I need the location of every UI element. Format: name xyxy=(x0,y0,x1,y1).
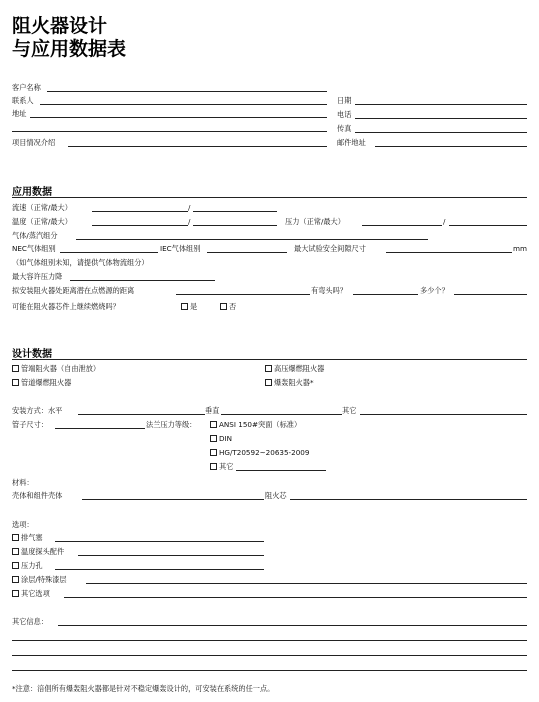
contact-field[interactable] xyxy=(40,104,327,105)
fax-field[interactable] xyxy=(355,132,527,133)
checkbox-icon[interactable] xyxy=(12,562,19,569)
other-info-field[interactable] xyxy=(12,655,527,656)
app-heading: 应用数据 xyxy=(12,187,52,198)
burn-no-label: 否 xyxy=(229,302,237,311)
date-label: 日期 xyxy=(337,96,352,105)
bends-field[interactable] xyxy=(353,294,418,295)
postcode-label: 邮件地址 xyxy=(337,138,366,147)
ansi-option[interactable] xyxy=(210,420,301,429)
nec-label: NEC气体组别 xyxy=(12,244,56,253)
drop-field[interactable] xyxy=(70,280,215,281)
flow-slash: / xyxy=(188,203,191,212)
address-label: 地址 xyxy=(12,109,27,118)
option-field[interactable] xyxy=(55,569,264,570)
vertical-field[interactable] xyxy=(221,414,342,415)
hp-option[interactable] xyxy=(265,364,324,373)
burn-yes-label: 是 xyxy=(190,302,198,311)
vertical-label: 垂直 xyxy=(205,406,220,415)
checkbox-icon[interactable] xyxy=(210,435,217,442)
other-info-field[interactable] xyxy=(12,640,527,641)
flow-normal-field[interactable] xyxy=(92,211,188,212)
hg-label: HG/T20592~20635-2009 xyxy=(219,448,310,457)
option-item-coating[interactable] xyxy=(12,575,67,584)
din-label: DIN xyxy=(219,434,233,443)
gap-field[interactable] xyxy=(386,252,512,253)
project-field[interactable] xyxy=(68,146,327,147)
howmany-field[interactable] xyxy=(454,294,527,295)
fax-label: 传真 xyxy=(337,124,352,133)
checkbox-icon[interactable] xyxy=(12,379,19,386)
address-field[interactable] xyxy=(30,117,327,118)
din-option[interactable] xyxy=(210,434,232,443)
flange-other-field[interactable] xyxy=(236,470,326,471)
customer-name-field[interactable] xyxy=(47,91,327,92)
contact-label: 联系人 xyxy=(12,96,34,105)
temp-max-field[interactable] xyxy=(193,225,277,226)
nec-field[interactable] xyxy=(60,252,158,253)
checkbox-icon[interactable] xyxy=(210,463,217,470)
hg-option[interactable] xyxy=(210,448,309,457)
pressure-max-field[interactable] xyxy=(449,225,527,226)
option-label: 温度探头配件 xyxy=(21,547,65,556)
other-info-field[interactable] xyxy=(12,670,527,671)
inline-option[interactable] xyxy=(12,378,71,387)
checkbox-icon[interactable] xyxy=(12,576,19,583)
checkbox-icon[interactable] xyxy=(12,590,19,597)
temp-label: 温度（正常/最大） xyxy=(12,217,72,226)
pressure-normal-field[interactable] xyxy=(362,225,442,226)
design-divider xyxy=(12,359,527,360)
mount-other-label: 其它 xyxy=(342,406,357,415)
element-field[interactable] xyxy=(290,499,527,500)
option-label: 其它选项 xyxy=(21,589,50,598)
flow-max-field[interactable] xyxy=(193,211,277,212)
burn-no-option[interactable] xyxy=(220,302,236,311)
mount-other-field[interactable] xyxy=(360,414,527,415)
checkbox-icon[interactable] xyxy=(210,421,217,428)
housing-field[interactable] xyxy=(82,499,264,500)
page-title-line1: 阻火器设计 xyxy=(12,15,108,37)
distance-field[interactable] xyxy=(176,294,310,295)
project-label: 项目情况介绍 xyxy=(12,138,56,147)
option-field[interactable] xyxy=(55,541,264,542)
det-option[interactable] xyxy=(265,378,314,387)
flange-label: 法兰压力等级： xyxy=(146,420,197,429)
checkbox-icon[interactable] xyxy=(210,449,217,456)
option-item-vent[interactable] xyxy=(12,533,43,542)
drop-label: 最大容许压力降 xyxy=(12,272,63,281)
unknown-note: （如气体组别未知，请提供气体物流组分） xyxy=(12,258,149,267)
end-label: 管端阻火器（自由泄放） xyxy=(21,364,101,373)
customer-name-label: 客户名称 xyxy=(12,83,41,92)
pipe-field[interactable] xyxy=(55,428,145,429)
option-label: 压力孔 xyxy=(21,561,43,570)
option-label: 涂层/特殊漆层 xyxy=(21,575,67,584)
material-heading: 材料： xyxy=(12,478,34,487)
vapor-label: 气体/蒸汽组分 xyxy=(12,231,58,240)
postcode-field[interactable] xyxy=(375,146,527,147)
flange-other-option[interactable] xyxy=(210,462,233,471)
iec-label: IEC气体组别 xyxy=(160,244,201,253)
gap-label: 最大试验安全间隙尺寸 xyxy=(294,244,366,253)
iec-field[interactable] xyxy=(207,252,287,253)
flow-label: 流速（正常/最大） xyxy=(12,203,72,212)
pressure-slash: / xyxy=(443,217,446,226)
phone-label: 电话 xyxy=(337,110,352,119)
checkbox-icon[interactable] xyxy=(181,303,188,310)
housing-label: 壳体和组件壳体 xyxy=(12,491,63,500)
other-info-field[interactable] xyxy=(58,625,527,626)
option-item-temp[interactable] xyxy=(12,547,64,556)
gap-unit: mm xyxy=(513,244,528,253)
checkbox-icon[interactable] xyxy=(220,303,227,310)
checkbox-icon[interactable] xyxy=(265,365,272,372)
app-divider xyxy=(12,197,527,198)
checkbox-icon[interactable] xyxy=(12,365,19,372)
flange-other-label: 其它 xyxy=(219,462,234,471)
other-info-label: 其它信息： xyxy=(12,617,48,626)
ansi-label: ANSI 150#突面（标准） xyxy=(219,420,302,429)
option-item-other[interactable] xyxy=(12,589,50,598)
option-field[interactable] xyxy=(64,597,527,598)
pressure-label: 压力（正常/最大） xyxy=(285,217,345,226)
burn-label: 可能在阻火器芯件上继续燃烧吗？ xyxy=(12,302,120,311)
design-heading: 设计数据 xyxy=(12,349,52,360)
temp-normal-field[interactable] xyxy=(92,225,188,226)
phone-field[interactable] xyxy=(355,118,527,119)
element-label: 阻火芯 xyxy=(265,491,287,500)
vapor-field[interactable] xyxy=(76,239,428,240)
pipe-label: 管子尺寸： xyxy=(12,420,48,429)
page-title-line2: 与应用数据表 xyxy=(12,38,127,60)
mount-label: 安装方式：水平 xyxy=(12,406,63,415)
horizontal-field[interactable] xyxy=(78,414,205,415)
burn-yes-option[interactable] xyxy=(181,302,197,311)
checkbox-icon[interactable] xyxy=(12,534,19,541)
option-item-port[interactable] xyxy=(12,561,43,570)
howmany-label: 多少个？ xyxy=(420,286,449,295)
checkbox-icon[interactable] xyxy=(12,548,19,555)
option-field[interactable] xyxy=(78,555,264,556)
temp-slash: / xyxy=(188,217,191,226)
hp-label: 高压爆燃阻火器 xyxy=(274,364,325,373)
option-label: 排气塞 xyxy=(21,533,43,542)
checkbox-icon[interactable] xyxy=(265,379,272,386)
address-field-2[interactable] xyxy=(12,131,327,132)
footer-note: *注意：涪倡所有爆轰阻火器都是针对不稳定爆轰设计的，可安装在系统的任一点。 xyxy=(12,684,275,693)
distance-label: 拟安装阻火器处距离潜在点燃源的距离 xyxy=(12,286,135,295)
options-heading: 选项： xyxy=(12,520,34,529)
inline-label: 管道爆燃阻火器 xyxy=(21,378,72,387)
end-option[interactable] xyxy=(12,364,100,373)
det-label: 爆轰阻火器* xyxy=(274,378,314,387)
bends-label: 有弯头吗？ xyxy=(311,286,347,295)
option-field[interactable] xyxy=(86,583,527,584)
date-field[interactable] xyxy=(355,104,527,105)
